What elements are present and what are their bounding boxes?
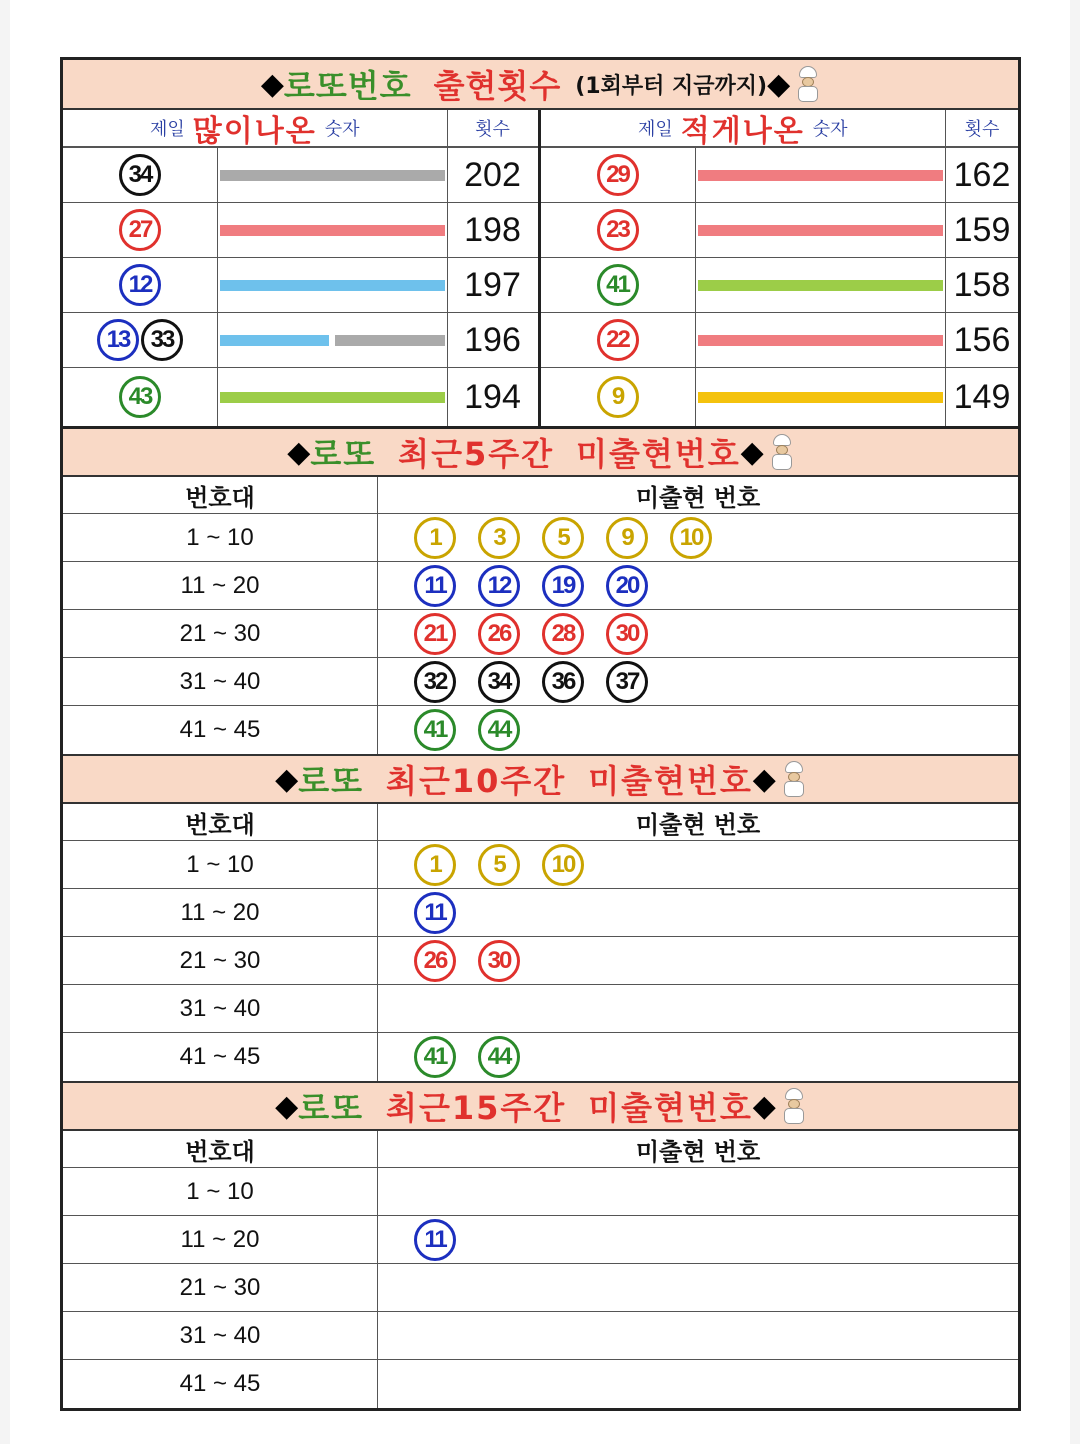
section-title-post: 미출현번호	[588, 1089, 753, 1127]
diamond-icon: ◆	[740, 434, 764, 470]
frequency-bar	[335, 335, 444, 346]
frequency-bar	[698, 170, 944, 181]
number-ball: 21	[414, 613, 456, 655]
number-ball: 3	[478, 517, 520, 559]
number-ball: 11	[414, 1219, 456, 1261]
range-row	[63, 706, 1018, 754]
range-label: 1 ~ 10	[63, 841, 378, 888]
range-column-header: 번호대	[63, 477, 378, 513]
bar-cell	[218, 148, 448, 202]
numbers-column-header: 미출현 번호	[635, 810, 761, 839]
bar-cell	[696, 148, 947, 202]
missing-number-sections	[63, 429, 1018, 1408]
bar-cell	[218, 368, 448, 426]
label-big: 적게나온	[680, 114, 805, 149]
frequency-bar	[698, 280, 944, 291]
number-ball: 1	[414, 517, 456, 559]
missing-numbers-cell	[378, 985, 1018, 1032]
missing-numbers-cell	[378, 841, 1018, 888]
number-ball: 23	[597, 209, 639, 251]
column-header-row	[63, 1131, 1018, 1168]
range-label: 31 ~ 40	[63, 1312, 378, 1359]
section-title-pre: 로또	[298, 1089, 365, 1127]
number-ball: 44	[478, 1036, 520, 1078]
range-row	[63, 562, 1018, 610]
section-title-bar	[63, 1083, 1018, 1131]
column-header-row	[63, 804, 1018, 841]
range-label: 11 ~ 20	[63, 889, 378, 936]
missing-numbers-cell	[378, 1264, 1018, 1311]
main-title-part2: 출현횟수	[433, 67, 562, 105]
ball-cell	[63, 313, 218, 367]
range-label: 21 ~ 30	[63, 1264, 378, 1311]
range-label: 11 ~ 20	[63, 562, 378, 609]
number-ball: 11	[414, 892, 456, 934]
numbers-column-header: 미출현 번호	[635, 483, 761, 512]
diamond-icon: ◆	[752, 761, 776, 797]
label-pre: 제일	[150, 119, 185, 140]
bar-cell	[696, 313, 947, 367]
most-frequent-title	[63, 110, 448, 149]
section-title-bar	[63, 429, 1018, 477]
ball-cell	[63, 368, 218, 426]
diamond-icon: ◆	[260, 66, 284, 102]
range-label: 41 ~ 45	[63, 1033, 378, 1081]
range-label: 11 ~ 20	[63, 1216, 378, 1263]
missing-section	[63, 1081, 1018, 1408]
range-row	[63, 1264, 1018, 1312]
section-title-post: 미출현번호	[576, 435, 741, 473]
number-ball: 33	[141, 319, 183, 361]
section-title-mid: 최근15주간	[386, 1089, 567, 1127]
number-ball: 22	[597, 319, 639, 361]
ball-cell	[541, 313, 696, 367]
missing-numbers-cell	[378, 1360, 1018, 1408]
label-pre: 제일	[638, 119, 673, 140]
missing-numbers-cell	[378, 658, 1018, 705]
count-value: 159	[953, 210, 1011, 249]
missing-numbers-cell	[378, 1216, 1018, 1263]
ball-cell	[63, 258, 218, 312]
range-label: 41 ~ 45	[63, 1360, 378, 1408]
number-ball: 10	[542, 844, 584, 886]
range-label: 31 ~ 40	[63, 658, 378, 705]
missing-section	[63, 754, 1018, 1081]
range-row	[63, 1033, 1018, 1081]
section-title-pre: 로또	[310, 435, 377, 473]
number-ball: 12	[119, 264, 161, 306]
missing-numbers-cell	[378, 1168, 1018, 1215]
number-ball: 41	[597, 264, 639, 306]
frequency-row	[63, 313, 538, 368]
number-ball: 20	[606, 565, 648, 607]
missing-numbers-cell	[378, 889, 1018, 936]
count-value: 162	[953, 155, 1011, 194]
range-row	[63, 1216, 1018, 1264]
section-title-pre: 로또	[298, 762, 365, 800]
number-ball: 34	[119, 154, 161, 196]
range-label: 21 ~ 30	[63, 937, 378, 984]
range-row	[63, 1168, 1018, 1216]
frequency-row	[63, 148, 538, 203]
number-ball: 43	[119, 376, 161, 418]
page	[10, 0, 1070, 1444]
frequency-row	[63, 203, 538, 258]
range-label: 41 ~ 45	[63, 706, 378, 754]
most-frequent-rows	[63, 148, 538, 426]
number-ball: 29	[597, 154, 639, 196]
chef-icon	[782, 1088, 806, 1124]
frequency-bar	[220, 392, 445, 403]
frequency-row	[541, 203, 1019, 258]
range-label: 1 ~ 10	[63, 1168, 378, 1215]
range-row	[63, 889, 1018, 937]
least-frequent-header	[541, 110, 1019, 148]
number-ball: 5	[478, 844, 520, 886]
range-label: 31 ~ 40	[63, 985, 378, 1032]
range-row	[63, 1312, 1018, 1360]
ball-cell	[541, 148, 696, 202]
main-title-bar	[63, 60, 1018, 110]
column-header-row	[63, 477, 1018, 514]
frequency-bar	[220, 225, 445, 236]
number-ball: 32	[414, 661, 456, 703]
frequency-row	[541, 368, 1019, 426]
range-column-header: 번호대	[63, 804, 378, 840]
number-ball: 44	[478, 709, 520, 751]
bar-cell	[696, 368, 947, 426]
range-row	[63, 658, 1018, 706]
count-value: 198	[464, 210, 521, 249]
number-ball: 9	[597, 376, 639, 418]
range-row	[63, 514, 1018, 562]
range-row	[63, 937, 1018, 985]
most-frequent-panel	[63, 110, 541, 426]
label-post: 숫자	[812, 119, 848, 140]
frequency-bar	[698, 225, 944, 236]
ball-cell	[541, 258, 696, 312]
diamond-icon: ◆	[275, 761, 299, 797]
frequency-row	[541, 258, 1019, 313]
ball-cell	[63, 148, 218, 202]
section-title-bar	[63, 756, 1018, 804]
missing-numbers-cell	[378, 562, 1018, 609]
count-header: 횟수	[475, 119, 510, 140]
missing-numbers-cell	[378, 706, 1018, 754]
number-ball: 30	[478, 940, 520, 982]
least-frequent-rows	[541, 148, 1019, 426]
main-title-part1: 로또번호	[283, 67, 412, 105]
count-value: 158	[953, 265, 1011, 304]
number-ball: 5	[542, 517, 584, 559]
range-row	[63, 1360, 1018, 1408]
number-ball: 37	[606, 661, 648, 703]
range-row	[63, 985, 1018, 1033]
number-ball: 11	[414, 565, 456, 607]
diamond-icon: ◆	[767, 66, 791, 102]
missing-numbers-cell	[378, 514, 1018, 561]
section-title-mid: 최근10주간	[386, 762, 567, 800]
bar-cell	[218, 313, 448, 367]
bar-cell	[218, 258, 448, 312]
frequency-row	[541, 148, 1019, 203]
bar-cell	[696, 258, 947, 312]
number-ball: 30	[606, 613, 648, 655]
frequency-row	[541, 313, 1019, 368]
number-ball: 26	[478, 613, 520, 655]
missing-numbers-cell	[378, 1312, 1018, 1359]
missing-numbers-cell	[378, 1033, 1018, 1081]
range-label: 21 ~ 30	[63, 610, 378, 657]
count-header: 횟수	[964, 119, 1000, 140]
frequency-bar	[220, 335, 329, 346]
most-frequent-header	[63, 110, 538, 148]
missing-section	[63, 429, 1018, 754]
chef-icon	[782, 761, 806, 797]
count-value: 202	[464, 155, 521, 194]
number-ball: 36	[542, 661, 584, 703]
count-value: 149	[953, 377, 1011, 416]
count-value: 197	[464, 265, 521, 304]
number-ball: 19	[542, 565, 584, 607]
number-ball: 27	[119, 209, 161, 251]
count-value: 156	[953, 320, 1011, 359]
diamond-icon: ◆	[275, 1088, 299, 1124]
range-row	[63, 610, 1018, 658]
number-ball: 28	[542, 613, 584, 655]
bar-cell	[696, 203, 947, 257]
number-ball: 34	[478, 661, 520, 703]
least-frequent-panel	[541, 110, 1019, 426]
number-ball: 41	[414, 1036, 456, 1078]
number-ball: 10	[670, 517, 712, 559]
number-ball: 12	[478, 565, 520, 607]
ball-cell	[541, 368, 696, 426]
frequency-table	[63, 110, 1018, 429]
label-post: 숫자	[324, 119, 360, 140]
diamond-icon: ◆	[752, 1088, 776, 1124]
bar-cell	[218, 203, 448, 257]
least-frequent-title	[541, 110, 947, 149]
range-label: 1 ~ 10	[63, 514, 378, 561]
ball-cell	[541, 203, 696, 257]
section-title-post: 미출현번호	[588, 762, 753, 800]
missing-numbers-cell	[378, 610, 1018, 657]
frequency-bar	[698, 392, 944, 403]
number-ball: 41	[414, 709, 456, 751]
numbers-column-header: 미출현 번호	[635, 1137, 761, 1166]
ball-cell	[63, 203, 218, 257]
number-ball: 13	[97, 319, 139, 361]
range-row	[63, 841, 1018, 889]
range-column-header: 번호대	[63, 1131, 378, 1167]
number-ball: 1	[414, 844, 456, 886]
missing-numbers-cell	[378, 937, 1018, 984]
frequency-bar	[220, 170, 445, 181]
number-ball: 9	[606, 517, 648, 559]
chef-icon	[770, 434, 794, 470]
frequency-bar	[220, 280, 445, 291]
frequency-bar	[698, 335, 944, 346]
section-title-mid: 최근5주간	[398, 435, 555, 473]
chef-icon	[796, 66, 820, 102]
number-ball: 26	[414, 940, 456, 982]
frequency-row	[63, 258, 538, 313]
main-title-part3: (1회부터 지금까지)	[575, 73, 768, 99]
count-value: 194	[464, 377, 521, 416]
count-value: 196	[464, 320, 521, 359]
label-big: 많이나온	[192, 114, 317, 149]
frequency-row	[63, 368, 538, 426]
diamond-icon: ◆	[287, 434, 311, 470]
lotto-sheet	[60, 57, 1021, 1411]
